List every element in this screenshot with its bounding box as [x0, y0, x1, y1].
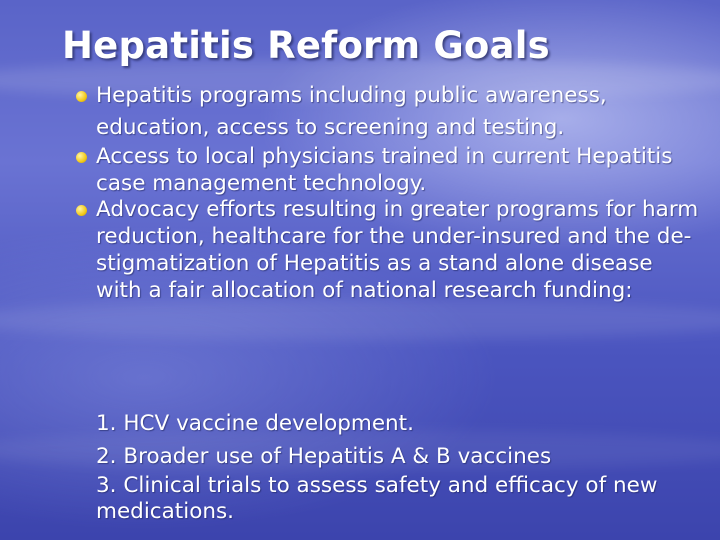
- bullet-dot-icon: [76, 152, 87, 163]
- numbered-item: 2. Broader use of Hepatitis A & B vaccines: [96, 444, 552, 469]
- bullet-dot-icon: [76, 205, 87, 216]
- numbered-item: 3. Clinical trials to assess safety and efficacy of new medications.: [96, 473, 658, 524]
- bullet-item: [76, 196, 701, 304]
- bullet-item: [76, 80, 701, 144]
- background-streak: [0, 300, 720, 340]
- numbered-list: [96, 407, 696, 525]
- slide-title: Hepatitis Reform Goals: [62, 24, 550, 67]
- bullet-text: Hepatitis programs including public awareness, education, access to screening and testing.: [96, 83, 607, 140]
- bullet-item: [76, 143, 701, 197]
- numbered-item: 1. HCV vaccine development.: [96, 411, 414, 436]
- bullet-dot-icon: [76, 91, 87, 102]
- bullet-text: Advocacy efforts resulting in greater programs for harm reduction, healthcare for the under-insured and the de-stigmatization of Hepatitis as a stand alone disease with a fair allocation of national research funding:: [96, 197, 699, 303]
- bullet-list: [76, 80, 701, 304]
- bullet-text: Access to local physicians trained in current Hepatitis case management technology.: [96, 144, 673, 196]
